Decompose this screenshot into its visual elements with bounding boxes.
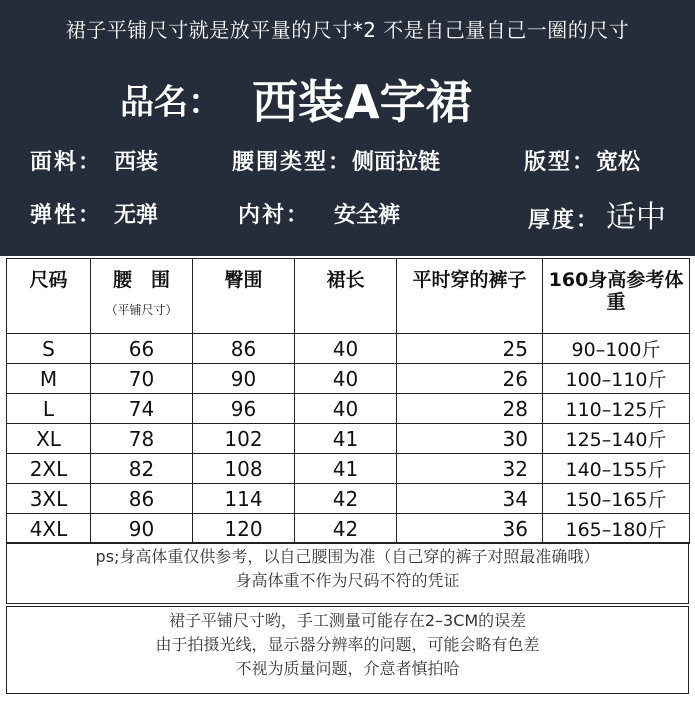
spec-value: 宽松: [596, 150, 641, 175]
header-hip: 臀围: [193, 259, 295, 334]
cell-length: 42: [295, 484, 397, 514]
spec-fabric: [30, 145, 158, 176]
cell-size: 3XL: [7, 484, 91, 514]
product-label: 品名：: [120, 82, 222, 123]
cell-pants: 25: [397, 334, 543, 364]
spec-key: 版型：: [524, 150, 597, 175]
cell-waist: 86: [91, 484, 193, 514]
cell-size: L: [7, 394, 91, 424]
cell-length: 40: [295, 364, 397, 394]
cell-waist: 70: [91, 364, 193, 394]
cell-weight: 100–110斤: [543, 364, 690, 394]
cell-size: 4XL: [7, 514, 91, 544]
spec-lining: [238, 198, 400, 229]
measurement-notice: 裙子平铺尺寸就是放平量的尺寸*2 不是自己量自己一圈的尺寸: [65, 18, 630, 42]
cell-length: 42: [295, 514, 397, 544]
spec-value: 侧面拉链: [352, 150, 441, 175]
header-waist: [91, 259, 193, 334]
note-line: 由于拍摄光线，显示器分辨率的问题，可能会略有色差: [155, 635, 540, 654]
cell-size: M: [7, 364, 91, 394]
product-name: 西装A字裙: [252, 75, 472, 129]
table-row: [7, 514, 690, 544]
spec-value: 西装: [114, 150, 159, 175]
header-pants: 平时穿的裤子: [397, 259, 543, 334]
table-row: [7, 334, 690, 364]
cell-waist: 74: [91, 394, 193, 424]
cell-hip: 114: [193, 484, 295, 514]
table-row: [7, 364, 690, 394]
cell-length: 41: [295, 454, 397, 484]
cell-hip: 86: [193, 334, 295, 364]
spec-key: 厚度：: [528, 208, 601, 233]
header-waist-sub: （平铺尺寸）: [105, 303, 178, 317]
note-line: 不视为质量问题，介意者慎拍哈: [235, 659, 460, 678]
cell-hip: 96: [193, 394, 295, 424]
cell-waist: 90: [91, 514, 193, 544]
spec-key: 面料：: [30, 150, 103, 175]
cell-weight: 90–100斤: [543, 334, 690, 364]
reference-note: [6, 542, 689, 604]
cell-weight: 165–180斤: [543, 514, 690, 544]
spec-key: 内衬：: [238, 203, 311, 228]
spec-key: 腰围类型：: [232, 150, 353, 175]
spec-fit: [524, 145, 640, 176]
cell-waist: 82: [91, 454, 193, 484]
spec-thickness: [528, 192, 666, 236]
cell-hip: 102: [193, 424, 295, 454]
cell-pants: 36: [397, 514, 543, 544]
cell-size: 2XL: [7, 454, 91, 484]
header-length: 裙长: [295, 259, 397, 334]
spec-value: 适中: [606, 200, 667, 235]
cell-pants: 28: [397, 394, 543, 424]
note-line: 身高体重不作为尺码不符的凭证: [235, 571, 460, 590]
note-line: 裙子平铺尺寸哟，手工测量可能存在2–3CM的误差: [168, 611, 527, 630]
spec-value: 安全裤: [334, 203, 401, 228]
header-waist-label: 腰 围: [112, 269, 170, 291]
header-size: 尺码: [7, 259, 91, 334]
table-row: [7, 394, 690, 424]
cell-pants: 34: [397, 484, 543, 514]
cell-length: 40: [295, 394, 397, 424]
header-panel: [0, 0, 695, 256]
cell-pants: 26: [397, 364, 543, 394]
cell-weight: 125–140斤: [543, 424, 690, 454]
header-weight: 160身高参考体重: [543, 259, 690, 334]
spec-key: 弹性：: [30, 203, 103, 228]
cell-weight: 150–165斤: [543, 484, 690, 514]
cell-hip: 120: [193, 514, 295, 544]
note-line: ps;身高体重仅供参考，以自己腰围为准（自己穿的裤子对照最准确哦）: [95, 547, 600, 566]
cell-weight: 140–155斤: [543, 454, 690, 484]
cell-hip: 108: [193, 454, 295, 484]
cell-waist: 66: [91, 334, 193, 364]
table-row: [7, 424, 690, 454]
cell-pants: 32: [397, 454, 543, 484]
cell-size: S: [7, 334, 91, 364]
cell-length: 40: [295, 334, 397, 364]
spec-waist-type: [232, 145, 440, 176]
product-title: [120, 66, 472, 132]
measurement-disclaimer: [6, 606, 689, 694]
cell-waist: 78: [91, 424, 193, 454]
table-row: [7, 484, 690, 514]
cell-weight: 110–125斤: [543, 394, 690, 424]
cell-pants: 30: [397, 424, 543, 454]
table-row: [7, 454, 690, 484]
cell-size: XL: [7, 424, 91, 454]
cell-length: 41: [295, 424, 397, 454]
cell-hip: 90: [193, 364, 295, 394]
table-header-row: [7, 259, 690, 334]
spec-elasticity: [30, 198, 158, 229]
spec-value: 无弹: [114, 203, 159, 228]
size-table: [6, 258, 690, 544]
